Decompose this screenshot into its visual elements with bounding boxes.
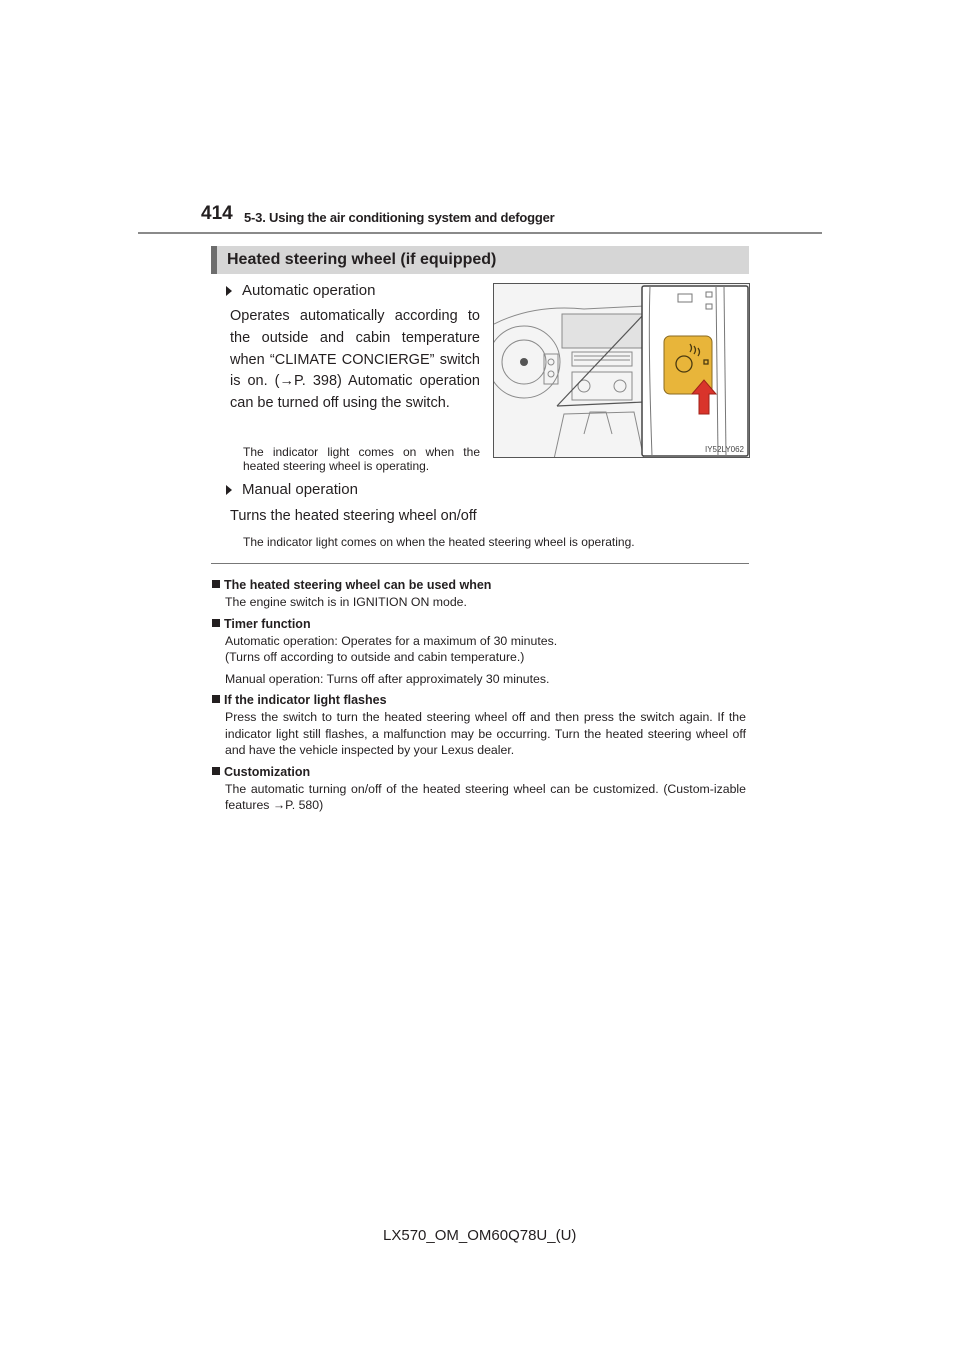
note-text: Automatic operation: Operates for a maximum of 30 minutes. (Turns off according to outside and cabin temperature.) [225, 633, 558, 664]
square-bullet-icon [212, 580, 220, 588]
section-divider [211, 563, 749, 564]
figure-code: IY52LY062 [705, 445, 744, 454]
note-text: Press the switch to turn the heated steering wheel off and then press the switch again. If the indicator light still flashes, a malfunction may be occurring. Turn the heated steering wheel off and have the vehicle inspected by your Lexus dealer. [225, 710, 746, 757]
automatic-operation-label: Automatic operation [226, 282, 375, 299]
note-title: The heated steering wheel can be used when [224, 578, 492, 592]
dashboard-illustration [493, 283, 750, 458]
square-bullet-icon [212, 695, 220, 703]
bullet-triangle-icon [226, 485, 232, 495]
note-block [212, 765, 746, 814]
square-bullet-icon [212, 767, 220, 775]
note-title: Customization [224, 764, 311, 779]
note-text: The automatic turning on/off of the heated steering wheel can be customized. (Custom-izable features →P. 580) [225, 781, 746, 812]
bullet-triangle-icon [226, 286, 232, 296]
section-heading [211, 246, 749, 274]
manual-operation-label: Manual operation [226, 481, 358, 498]
dashboard-drawing [494, 284, 750, 458]
note-title: If the indicator light flashes [224, 693, 387, 707]
automatic-indicator-note: The indicator light comes on when the heated steering wheel is operating. [243, 445, 480, 473]
note-text: The engine switch is in IGNITION ON mode. [225, 595, 467, 609]
manual-indicator-note: The indicator light comes on when the heated steering wheel is operating. [243, 535, 635, 549]
note-title: Timer function [224, 616, 311, 631]
manual-operation-body: Turns the heated steering wheel on/off [230, 508, 477, 524]
note-block [212, 693, 746, 759]
automatic-operation-body: Operates automatically according to the outside and cabin temperature when “CLIMATE CONCIERGE” switch is on. (→P. 398) Automatic operation can be turned off using the switch. [230, 308, 480, 412]
note-text: Manual operation: Turns off after approximately 30 minutes. [225, 671, 550, 686]
note-block [212, 578, 746, 611]
section-heading-text: Heated steering wheel (if equipped) [227, 251, 497, 268]
page-number: 414 [201, 203, 233, 224]
header-rule [138, 232, 822, 234]
square-bullet-icon [212, 619, 220, 627]
note-block [212, 617, 746, 688]
section-title: 5-3. Using the air conditioning system and defogger [244, 210, 555, 225]
document-code: LX570_OM_OM60Q78U_(U) [383, 1227, 577, 1244]
notes-section [212, 572, 746, 816]
